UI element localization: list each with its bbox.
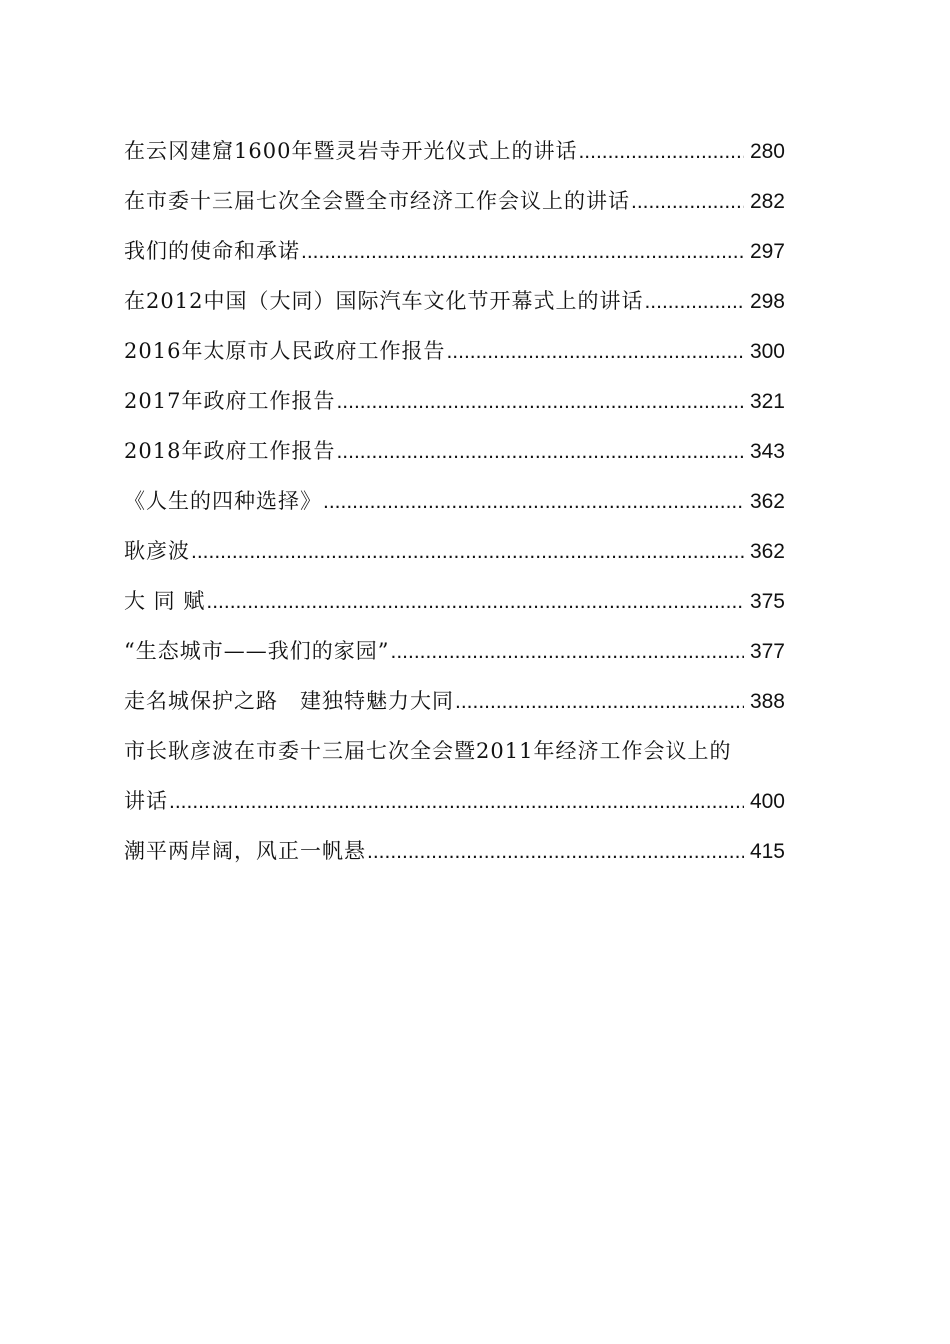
toc-entry[interactable] — [124, 382, 836, 432]
toc-entry-page: 282 — [749, 190, 785, 213]
toc-entry-title: 在云冈建窟1600年暨灵岩寺开光仪式上的讲话 — [124, 139, 578, 163]
toc-leader-dots — [206, 583, 744, 621]
toc-entry[interactable] — [124, 682, 836, 732]
toc-leader-dots — [323, 483, 744, 521]
toc-entry[interactable] — [124, 132, 836, 182]
toc-entry-title: 《人生的四种选择》 — [124, 489, 322, 513]
toc-leader-dots — [191, 533, 744, 571]
toc-leader-dots — [367, 833, 744, 871]
toc-leader-dots — [644, 283, 744, 321]
toc-entry-title: 大 同 赋 — [124, 589, 206, 613]
toc-entry-title: 走名城保护之路 建独特魅力大同 — [124, 689, 454, 713]
toc-entry-title: 2016年太原市人民政府工作报告 — [124, 339, 446, 363]
toc-entry-page: 300 — [749, 340, 785, 363]
toc-entry-page: 377 — [749, 640, 785, 663]
toc-leader-dots — [336, 433, 744, 471]
toc-entry-page: 375 — [749, 590, 785, 613]
toc-entry-page: 297 — [749, 240, 785, 263]
toc-entry-title: 2018年政府工作报告 — [124, 439, 336, 463]
toc-leader-dots — [390, 633, 744, 671]
toc-entry[interactable] — [124, 832, 836, 882]
toc-entry-title: 耿彦波 — [124, 539, 190, 563]
toc-leader-dots — [455, 683, 744, 721]
toc-entry[interactable] — [124, 332, 836, 382]
toc-entry[interactable] — [124, 432, 836, 482]
toc-entry-title-line1: 市长耿彦波在市委十三届七次全会暨2011年经济工作会议上的 — [124, 739, 732, 763]
toc-entry-page: 298 — [749, 290, 785, 313]
toc-entry-page: 415 — [749, 840, 785, 863]
toc-leader-dots — [446, 333, 744, 371]
toc-leader-dots — [301, 233, 744, 271]
toc-entry-title: 我们的使命和承诺 — [124, 239, 300, 263]
toc-entry-page: 343 — [749, 440, 785, 463]
toc-entry-title: 2017年政府工作报告 — [124, 389, 336, 413]
toc-entry[interactable] — [124, 282, 836, 332]
toc-leader-dots — [336, 383, 744, 421]
toc-entry-line2 — [124, 782, 836, 832]
toc-entry[interactable] — [124, 232, 836, 282]
toc-leader-dots — [578, 133, 744, 171]
toc-entry-page: 400 — [749, 790, 785, 813]
toc-entry[interactable] — [124, 182, 836, 232]
toc-entry-wrapped[interactable] — [124, 732, 836, 832]
table-of-contents — [124, 132, 836, 882]
toc-entry-title-line2: 讲话 — [124, 789, 168, 813]
toc-entry[interactable] — [124, 632, 836, 682]
toc-entry-title: 潮平两岸阔，风正一帆悬 — [124, 839, 366, 863]
toc-entry-page: 362 — [749, 540, 785, 563]
toc-entry[interactable] — [124, 482, 836, 532]
toc-entry-title: 在2012中国（大同）国际汽车文化节开幕式上的讲话 — [124, 289, 644, 313]
toc-entry[interactable] — [124, 532, 836, 582]
toc-entry-page: 321 — [749, 390, 785, 413]
toc-entry-page: 280 — [749, 140, 785, 163]
toc-entry-title: 在市委十三届七次全会暨全市经济工作会议上的讲话 — [124, 189, 630, 213]
toc-leader-dots — [631, 183, 744, 221]
toc-entry[interactable] — [124, 582, 836, 632]
toc-entry-title: “生态城市——我们的家园” — [124, 639, 390, 663]
toc-entry-page: 362 — [749, 490, 785, 513]
toc-entry-page: 388 — [749, 690, 785, 713]
toc-leader-dots — [169, 783, 744, 821]
